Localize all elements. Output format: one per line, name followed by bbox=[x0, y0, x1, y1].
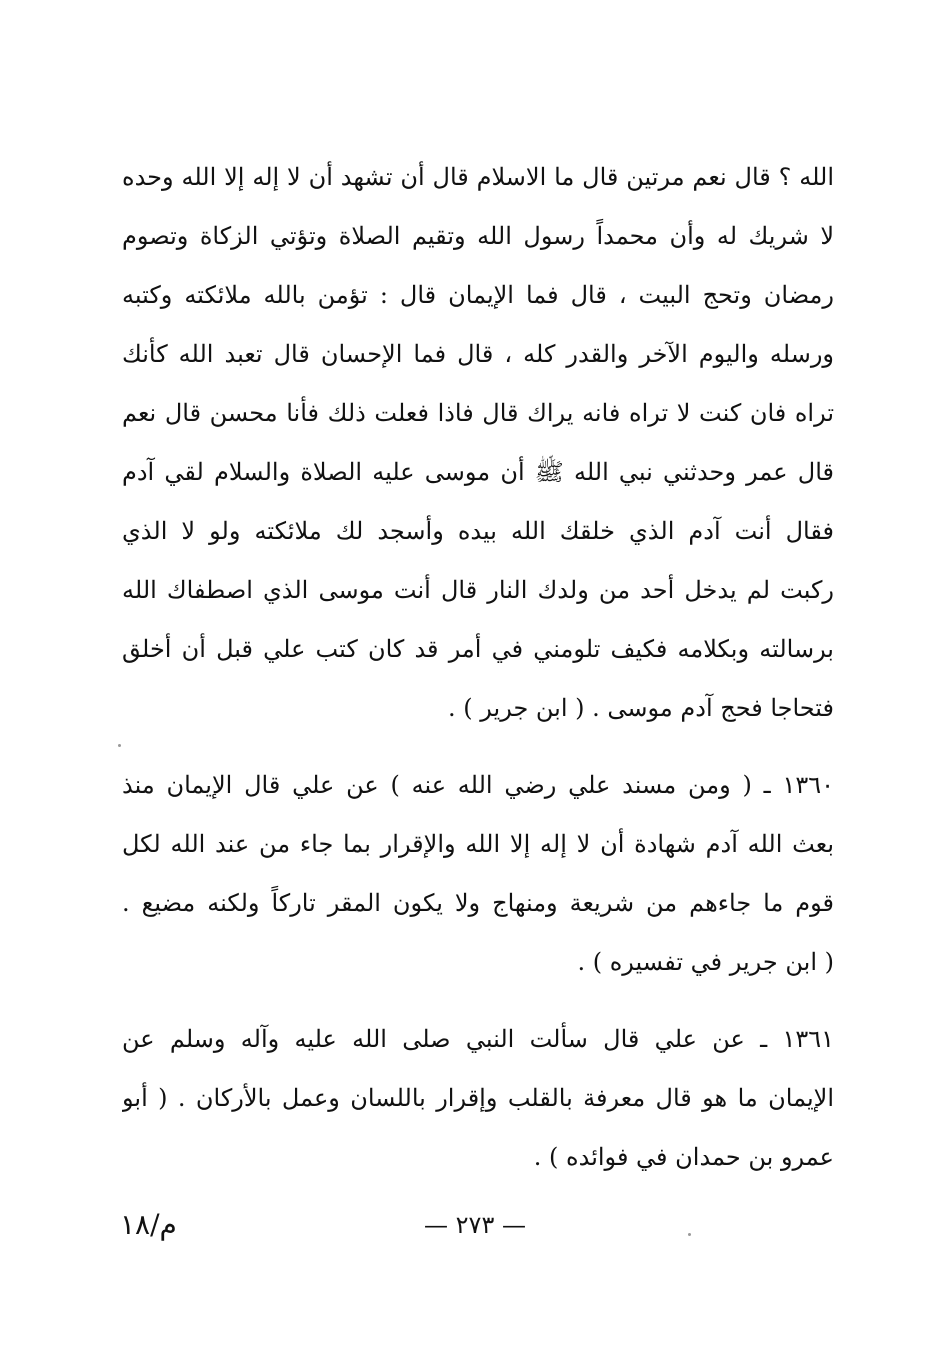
text-line: تراه فان كنت لا تراه فانه يراك قال فاذا فعلت ذلك فأنا محسن قال نعم bbox=[122, 399, 834, 427]
text-line: ( ابن جرير في تفسيره ) . bbox=[577, 948, 834, 976]
text-line: فتحاجا فحج آدم موسى . ( ابن جرير ) . bbox=[448, 694, 834, 722]
text-line: ١٣٦٠ ـ ( ومن مسند علي رضي الله عنه ) عن علي قال الإيمان منذ bbox=[122, 771, 834, 799]
text-line: فقال أنت آدم الذي خلقك الله بيده وأسجد لك ملائكته ولو لا الذي bbox=[122, 517, 834, 545]
text-line: لا شريك له وأن محمداً رسول الله وتقيم الصلاة وتؤتي الزكاة وتصوم bbox=[122, 222, 834, 250]
text-line: رمضان وتحج البيت ، قال فما الإيمان قال : تؤمن بالله ملائكته وكتبه bbox=[122, 281, 834, 309]
text-line: عمرو بن حمدان في فوائده ) . bbox=[533, 1143, 834, 1171]
text-line: الإيمان ما هو قال معرفة بالقلب وإقرار باللسان وعمل بالأركان . ( أبو bbox=[122, 1084, 834, 1112]
text-line: ورسله واليوم الآخر والقدر كله ، قال فما الإحسان قال تعبد الله كأنك bbox=[122, 340, 834, 368]
paragraph-gap bbox=[122, 992, 834, 1010]
paragraph-1 bbox=[122, 148, 834, 738]
text-line: برسالته وبكلامه فكيف تلومني في أمر قد كان كتب علي قبل أن أخلق bbox=[122, 635, 834, 663]
page-number: — ٢٧٣ — bbox=[424, 1211, 526, 1239]
text-line: بعث الله آدم شهادة أن لا إله إلا الله والإقرار بما جاء من عند الله لكل bbox=[122, 830, 834, 858]
text-line: ركبت لم يدخل أحد من ولدك النار قال أنت موسى الذي اصطفاك الله bbox=[122, 576, 834, 604]
scan-speck bbox=[118, 744, 121, 747]
signature-mark: م/١٨ bbox=[120, 1208, 177, 1241]
paragraph-2 bbox=[122, 756, 834, 992]
text-line: الله ؟ قال نعم مرتين قال ما الاسلام قال أن تشهد أن لا إله إلا الله وحده bbox=[122, 163, 834, 191]
paragraph-gap bbox=[122, 738, 834, 756]
text-line: ١٣٦١ ـ عن علي قال سألت النبي صلى الله عليه وآله وسلم عن bbox=[122, 1025, 834, 1053]
text-line: قال عمر وحدثني نبي الله ﷺ أن موسى عليه الصلاة والسلام لقي آدم bbox=[122, 458, 834, 486]
text-line: قوم ما جاءهم من شريعة ومنهاج ولا يكون المقر تاركاً ولكنه مضيع . bbox=[122, 889, 834, 917]
body-text bbox=[122, 148, 834, 1187]
paragraph-3 bbox=[122, 1010, 834, 1187]
scan-speck bbox=[688, 1233, 691, 1236]
